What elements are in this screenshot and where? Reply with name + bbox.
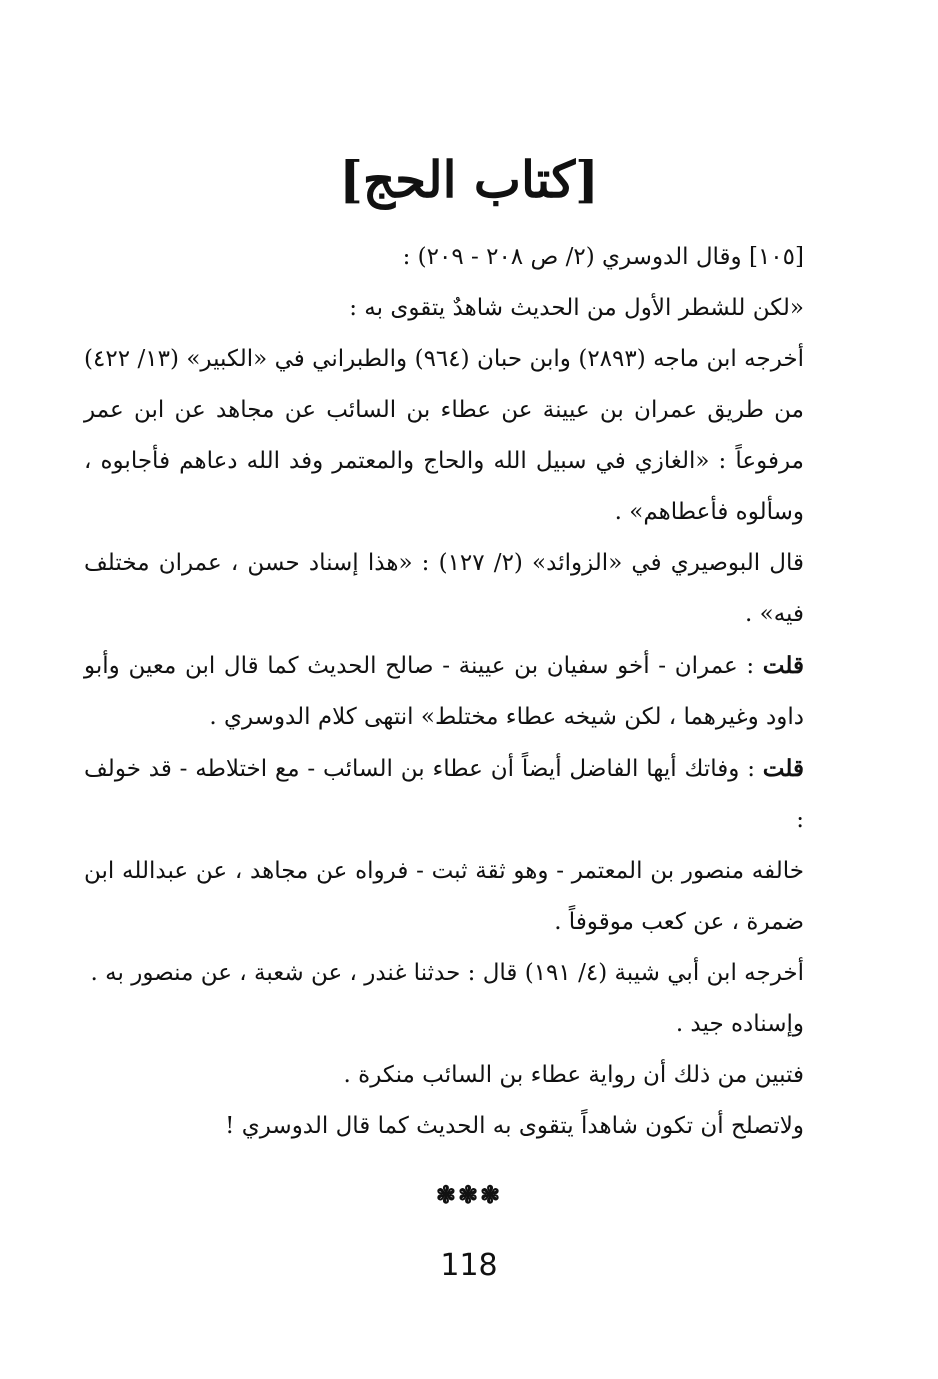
paragraph-5-text: : عمران - أخو سفيان بن عيينة - صالح الحديث كما قال ابن معين وأبو داود وغيرهما ، لكن شيخه عطاء مختلط» انتهى كلام الدوسري . bbox=[84, 653, 804, 730]
paragraph-6-text: : وفاتك أيها الفاضل أيضاً أن عطاء بن السائب - مع اختلاطه - قد خولف : bbox=[84, 756, 804, 833]
paragraph-8: أخرجه ابن أبي شيبة (٤/ ١٩١) قال : حدثنا غندر ، عن شعبة ، عن منصور به . bbox=[90, 960, 804, 986]
chapter-title: [كتاب الحج] bbox=[339, 150, 599, 209]
body-text bbox=[84, 232, 852, 1152]
paragraph-5 bbox=[84, 640, 852, 743]
qult-label: قلت bbox=[762, 652, 804, 679]
page-number: 118 bbox=[440, 1248, 498, 1283]
qult-label: قلت bbox=[762, 755, 804, 782]
paragraph-1: [١٠٥] وقال الدوسري (٢/ ص ٢٠٨ - ٢٠٩) : bbox=[402, 244, 804, 270]
paragraph-4: قال البوصيري في «الزوائد» (٢/ ١٢٧) : «هذا إسناد حسن ، عمران مختلف فيه» . bbox=[84, 550, 805, 627]
paragraph-2: «لكن للشطر الأول من الحديث شاهدٌ يتقوى به : bbox=[349, 295, 804, 321]
paragraph-7: خالفه منصور بن المعتمر - وهو ثقة ثبت - فرواه عن مجاهد ، عن عبدالله ابن ضمرة ، عن كعب موقوفاً . bbox=[84, 858, 804, 935]
paragraph-11: ولاتصلح أن تكون شاهداً يتقوى به الحديث كما قال الدوسري ! bbox=[225, 1113, 804, 1139]
paragraph-9: وإسناده جيد . bbox=[675, 1011, 804, 1037]
section-separator: ❃❃❃ bbox=[435, 1180, 503, 1209]
paragraph-3: أخرجه ابن ماجه (٢٨٩٣) وابن حبان (٩٦٤) والطبراني في «الكبير» (١٣/ ٤٢٢) من طريق عمران بن عيينة عن عطاء بن السائب عن مجاهد عن ابن عمر مرفوعاً : «الغازي في سبيل الله والحاج والمعتمر وفد الله دعاهم فأجابوه ، وسألوه فأعطاهم» . bbox=[84, 346, 805, 525]
paragraph-10: فتبين من ذلك أن رواية عطاء بن السائب منكرة . bbox=[343, 1062, 804, 1088]
paragraph-6 bbox=[84, 743, 852, 846]
